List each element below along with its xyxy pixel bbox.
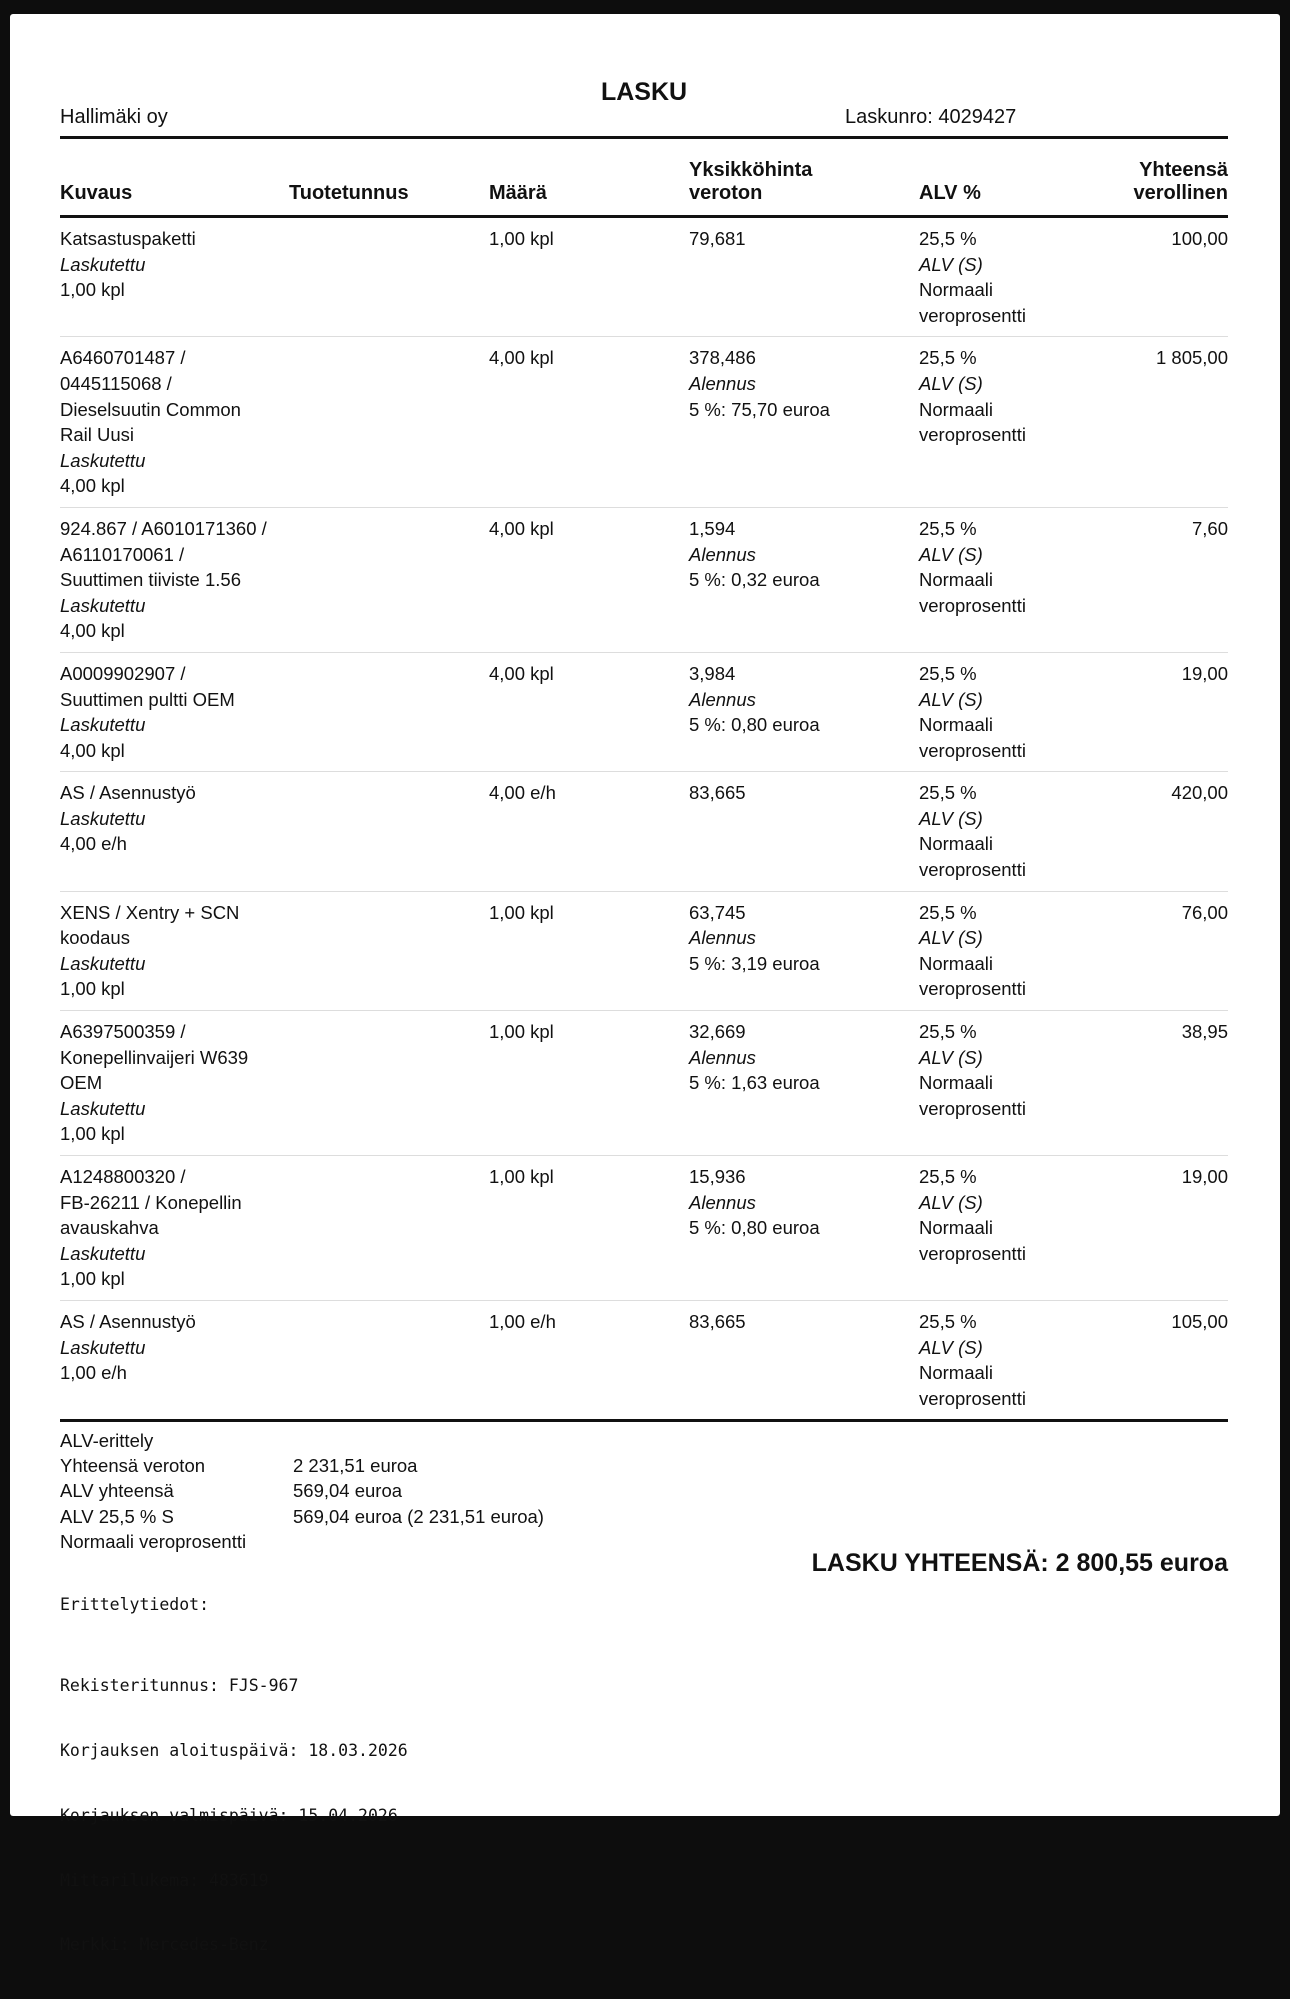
item-unit-price-value: 63,745 [689, 901, 746, 923]
col-total-line2: verollinen [1133, 182, 1228, 204]
item-unit-price [689, 1156, 919, 1301]
item-unit-price [689, 1011, 919, 1156]
item-total [1079, 652, 1228, 771]
item-vat [919, 217, 1079, 337]
item-quantity [489, 1011, 689, 1156]
header-rule [60, 136, 1228, 139]
vat-row [60, 1478, 544, 1503]
item-vat [919, 337, 1079, 508]
item-description [60, 891, 289, 1010]
details-line: Mittarilukema: 483619 [60, 1870, 269, 1890]
item-description [60, 1011, 289, 1156]
invoice-header [60, 14, 1228, 159]
items-header-row [60, 159, 1228, 217]
item-vat-class: ALV (S) [919, 1046, 983, 1068]
item-vat-rate: 25,5 % [919, 782, 977, 804]
item-description-line: A6397500359 / [60, 1021, 186, 1043]
item-quantity-value: 4,00 kpl [489, 517, 554, 539]
col-unit-price-line2: veroton [689, 182, 763, 204]
item-total [1079, 772, 1228, 891]
item-description-line: koodaus [60, 927, 130, 949]
item-vat-class: ALV (S) [919, 253, 983, 275]
item-description-line: Dieselsuutin Common [60, 398, 241, 420]
item-unit-price-value: 32,669 [689, 1021, 746, 1043]
item-billed-label: Laskutettu [60, 449, 146, 471]
item-quantity [489, 1300, 689, 1420]
table-row [60, 1300, 1228, 1420]
vat-summary-heading: ALV-erittely [60, 1430, 154, 1451]
item-vat-rate: 25,5 % [919, 1021, 977, 1043]
item-vat [919, 652, 1079, 771]
item-vat [919, 507, 1079, 652]
col-vat: ALV % [919, 159, 1079, 217]
item-description-line: Rail Uusi [60, 424, 135, 446]
item-quantity-value: 1,00 e/h [489, 1310, 556, 1332]
vat-summary [60, 1428, 544, 1554]
item-vat-class: ALV (S) [919, 1336, 983, 1358]
grand-total: LASKU YHTEENSÄ: 2 800,55 euroa [811, 1549, 1228, 1577]
item-vat-note: veroprosentti [919, 594, 1026, 616]
items-body [60, 217, 1228, 1421]
item-discount-label: Alennus [689, 372, 756, 394]
item-unit-price [689, 217, 919, 337]
item-total-value: 7,60 [1191, 517, 1228, 539]
item-unit-price [689, 772, 919, 891]
item-vat-rate: 25,5 % [919, 347, 977, 369]
col-product-code: Tuotetunnus [289, 159, 489, 217]
item-vat-note: veroprosentti [919, 1387, 1026, 1409]
item-discount-label: Alennus [689, 688, 756, 710]
item-description-line: A1248800320 / [60, 1166, 186, 1187]
item-vat-note: Normaali [919, 1362, 994, 1384]
item-description [60, 772, 289, 891]
item-product-code [289, 1300, 489, 1420]
item-vat-note: veroprosentti [919, 1097, 1026, 1119]
item-description [60, 1300, 289, 1420]
item-billed-label: Laskutettu [60, 1336, 146, 1358]
item-discount-label: Alennus [689, 927, 756, 949]
item-vat [919, 1011, 1079, 1156]
item-billed-qty: 4,00 kpl [60, 739, 125, 761]
item-product-code [289, 891, 489, 1010]
item-billed-qty: 1,00 kpl [60, 1123, 125, 1145]
table-row [60, 1011, 1228, 1156]
item-discount-label: Alennus [689, 1191, 756, 1213]
details-heading: Erittelytiedot: [60, 1595, 210, 1614]
vat-row-label: Yhteensä veroton [60, 1455, 206, 1477]
table-row [60, 217, 1228, 337]
item-vat-note: Normaali [919, 833, 994, 855]
company-name: Hallimäki oy [60, 106, 168, 128]
item-description-line: FB-26211 / Konepellin [60, 1191, 242, 1213]
item-total-value: 76,00 [1181, 901, 1228, 923]
item-discount-value: 5 %: 0,32 euroa [689, 569, 820, 591]
invoice-content [60, 14, 1228, 1955]
details-list [60, 1632, 408, 1999]
item-vat-note: veroprosentti [919, 859, 1026, 881]
item-quantity [489, 507, 689, 652]
item-total [1079, 217, 1228, 337]
vat-row-label: ALV yhteensä [60, 1480, 174, 1502]
item-product-code [289, 1156, 489, 1301]
item-vat-class: ALV (S) [919, 807, 983, 829]
item-description-line: A0009902907 / [60, 662, 186, 684]
item-billed-qty: 1,00 e/h [60, 1362, 127, 1384]
item-description-line: AS / Asennustyö [60, 1310, 196, 1332]
item-product-code [289, 507, 489, 652]
item-total [1079, 337, 1228, 508]
item-product-code [289, 217, 489, 337]
vat-row-value: 569,04 euroa (2 231,51 euroa) [293, 1505, 544, 1527]
item-quantity [489, 772, 689, 891]
item-total [1079, 1156, 1228, 1301]
item-discount-value: 5 %: 0,80 euroa [689, 1217, 820, 1239]
item-vat-note: veroprosentti [919, 424, 1026, 446]
item-description-line: A6460701487 / [60, 347, 186, 369]
item-billed-qty: 4,00 e/h [60, 833, 127, 855]
item-description-line: Katsastuspaketti [60, 228, 196, 249]
item-vat-rate: 25,5 % [919, 228, 977, 249]
item-billed-label: Laskutettu [60, 1242, 146, 1264]
item-total [1079, 1300, 1228, 1420]
item-quantity-value: 4,00 kpl [489, 347, 554, 369]
item-vat-rate: 25,5 % [919, 1166, 977, 1187]
item-discount-value: 5 %: 75,70 euroa [689, 398, 830, 420]
table-row [60, 652, 1228, 771]
item-description-line: A6110170061 / [60, 543, 185, 565]
item-quantity [489, 652, 689, 771]
item-description-line: AS / Asennustyö [60, 782, 196, 804]
item-discount-label: Alennus [689, 1046, 756, 1068]
invoice-title: LASKU [600, 78, 688, 106]
item-unit-price [689, 652, 919, 771]
item-unit-price-value: 15,936 [689, 1166, 746, 1187]
invoice-number: 4029427 [938, 106, 1017, 128]
item-billed-qty: 4,00 kpl [60, 620, 125, 642]
item-vat [919, 772, 1079, 891]
item-billed-qty: 1,00 kpl [60, 978, 125, 1000]
item-vat-note: Normaali [919, 569, 994, 591]
col-quantity: Määrä [489, 159, 689, 217]
item-product-code [289, 337, 489, 508]
item-product-code [289, 772, 489, 891]
table-row [60, 772, 1228, 891]
table-row [60, 337, 1228, 508]
item-vat-rate: 25,5 % [919, 662, 977, 684]
item-quantity [489, 217, 689, 337]
details-line: Korjauksen aloituspäivä: 18.03.2026 [60, 1740, 408, 1760]
item-total-value: 420,00 [1171, 782, 1228, 804]
item-billed-label: Laskutettu [60, 1097, 146, 1119]
item-billed-label: Laskutettu [60, 253, 146, 275]
item-vat-note: veroprosentti [919, 304, 1026, 326]
item-total [1079, 507, 1228, 652]
col-description: Kuvaus [60, 159, 289, 217]
item-description [60, 652, 289, 771]
item-billed-qty: 1,00 kpl [60, 279, 125, 301]
item-discount-value: 5 %: 3,19 euroa [689, 952, 820, 974]
item-vat [919, 1156, 1079, 1301]
item-billed-qty: 1,00 kpl [60, 1268, 125, 1290]
item-vat-note: Normaali [919, 279, 994, 301]
item-vat-rate: 25,5 % [919, 901, 977, 923]
item-vat-class: ALV (S) [919, 927, 983, 949]
table-row [60, 1156, 1228, 1301]
details-line: Korjauksen valmispäivä: 15.04.2026 [60, 1805, 398, 1825]
item-vat-rate: 25,5 % [919, 1310, 977, 1332]
vat-row-label: ALV 25,5 % S [60, 1505, 174, 1527]
item-total-value: 100,00 [1171, 228, 1228, 249]
item-total-value: 105,00 [1171, 1310, 1228, 1332]
col-unit-price [689, 159, 919, 217]
item-vat-class: ALV (S) [919, 372, 983, 394]
item-description [60, 507, 289, 652]
col-total-line1: Yhteensä [1139, 159, 1228, 181]
item-vat-note: Normaali [919, 952, 994, 974]
col-total [1079, 159, 1228, 217]
item-discount-value: 5 %: 0,80 euroa [689, 714, 820, 736]
item-vat-note: Normaali [919, 1217, 994, 1239]
item-unit-price [689, 507, 919, 652]
item-description [60, 1156, 289, 1301]
table-row [60, 891, 1228, 1010]
item-product-code [289, 1011, 489, 1156]
item-billed-label: Laskutettu [60, 952, 146, 974]
item-description-line: 0445115068 / [60, 372, 172, 394]
item-vat-note: Normaali [919, 398, 994, 420]
item-billed-label: Laskutettu [60, 807, 146, 829]
details-line: Merkki: Mercedes-Benz [60, 1935, 269, 1955]
vat-footnote: Normaali veroprosentti [60, 1530, 247, 1552]
item-total-value: 19,00 [1181, 662, 1228, 684]
item-billed-label: Laskutettu [60, 714, 146, 736]
item-vat-note: Normaali [919, 1072, 994, 1094]
item-description-line: avauskahva [60, 1217, 159, 1239]
item-billed-qty: 4,00 kpl [60, 475, 125, 497]
item-vat-note: veroprosentti [919, 978, 1026, 1000]
item-discount-value: 5 %: 1,63 euroa [689, 1072, 820, 1094]
invoice-number-line [845, 106, 1016, 129]
item-unit-price-value: 79,681 [689, 228, 746, 249]
item-unit-price [689, 337, 919, 508]
item-quantity [489, 1156, 689, 1301]
item-unit-price-value: 1,594 [689, 517, 736, 539]
item-product-code [289, 652, 489, 771]
item-quantity-value: 1,00 kpl [489, 901, 554, 923]
item-description-line: Suuttimen pultti OEM [60, 688, 235, 710]
item-unit-price [689, 1300, 919, 1420]
invoice-number-label: Laskunro: [845, 106, 933, 128]
item-description-line: OEM [60, 1072, 103, 1094]
details-line: Rekisteritunnus: FJS-967 [60, 1676, 299, 1696]
item-description-line: 924.867 / A6010171360 / [60, 517, 267, 539]
item-discount-label: Alennus [689, 543, 756, 565]
item-unit-price [689, 891, 919, 1010]
item-total [1079, 891, 1228, 1010]
item-description-line: Konepellinvaijeri W639 [60, 1046, 249, 1068]
item-description [60, 337, 289, 508]
item-vat-class: ALV (S) [919, 688, 983, 710]
vat-row [60, 1504, 544, 1529]
item-vat-class: ALV (S) [919, 543, 983, 565]
item-unit-price-value: 83,665 [689, 1310, 746, 1332]
col-unit-price-line1: Yksikköhinta [689, 159, 813, 181]
item-vat [919, 1300, 1079, 1420]
item-quantity-value: 4,00 e/h [489, 782, 556, 804]
item-description [60, 217, 289, 337]
item-vat-note: Normaali [919, 714, 994, 736]
item-unit-price-value: 83,665 [689, 782, 746, 804]
item-quantity-value: 1,00 kpl [489, 1021, 554, 1043]
item-total-value: 19,00 [1181, 1166, 1228, 1187]
item-quantity [489, 891, 689, 1010]
item-total [1079, 1011, 1228, 1156]
item-quantity-value: 1,00 kpl [489, 1166, 554, 1187]
item-quantity-value: 1,00 kpl [489, 228, 554, 249]
item-quantity-value: 4,00 kpl [489, 662, 554, 684]
table-row [60, 507, 1228, 652]
item-vat-class: ALV (S) [919, 1191, 983, 1213]
item-description-line: Suuttimen tiiviste 1.56 [60, 569, 241, 591]
item-vat-note: veroprosentti [919, 1242, 1026, 1264]
vat-row-value: 569,04 euroa [293, 1480, 403, 1502]
item-vat-note: veroprosentti [919, 739, 1026, 761]
item-unit-price-value: 378,486 [689, 347, 756, 369]
item-total-value: 38,95 [1181, 1021, 1228, 1043]
item-total-value: 1 805,00 [1155, 347, 1228, 369]
vat-row [60, 1453, 544, 1478]
item-unit-price-value: 3,984 [689, 662, 736, 684]
item-vat [919, 891, 1079, 1010]
item-quantity [489, 337, 689, 508]
vat-row-value: 2 231,51 euroa [293, 1455, 418, 1477]
items-table [60, 159, 1228, 1422]
item-billed-label: Laskutettu [60, 594, 146, 616]
item-vat-rate: 25,5 % [919, 517, 977, 539]
invoice-page [10, 14, 1280, 1955]
item-description-line: XENS / Xentry + SCN [60, 901, 240, 923]
